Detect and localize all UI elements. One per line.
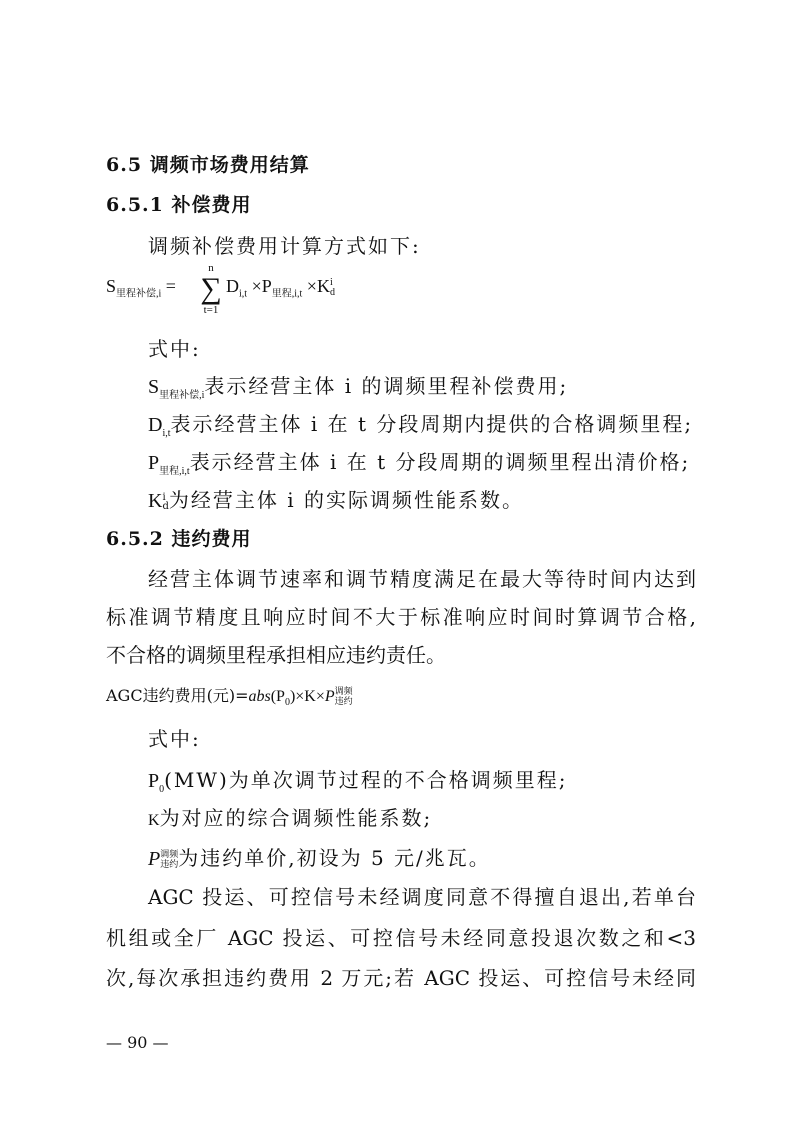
penalty-paragraph-line-2: 标准调节精度且响应时间不大于标准响应时间时算调节合格, (106, 605, 696, 629)
subsection-number: 6.5.1 (106, 194, 164, 216)
formula-compensation (106, 276, 176, 300)
formula2-p-sub: 违约 (334, 696, 353, 707)
sum-top: n (208, 262, 214, 274)
formula2-p0: (P (270, 688, 285, 705)
agc-paragraph-line-3: 次,每次承担违约费用 2 万元;若 AGC 投运、可控信号未经同 (106, 966, 696, 990)
subsection-title: 违约费用 (171, 528, 252, 550)
formula2-p: P (324, 688, 335, 705)
def-symbol: P (148, 848, 161, 870)
definition-p (148, 446, 690, 477)
agc-paragraph-line-2: 机组或全厂 AGC 投运、可控信号未经同意投退次数之和<3 (106, 926, 696, 950)
subsection-title: 补偿费用 (171, 194, 252, 216)
where-label-2: 式中: (148, 727, 201, 751)
subsection-heading-2 (106, 524, 252, 551)
def-sub: 违约 (160, 859, 179, 870)
sigma-symbol: ∑ (200, 272, 222, 305)
def-text: 表示经营主体 i 在 t 分段周期的调频里程出清价格; (189, 450, 691, 474)
where-label-1: 式中: (148, 337, 201, 361)
formula-equals: = (165, 276, 176, 296)
formula2-abs: abs (248, 688, 271, 705)
def-symbol: P (148, 452, 160, 474)
formula-penalty (106, 683, 353, 708)
def-sub: 里程,i,t (159, 466, 190, 477)
formula-lhs-sub: 里程补偿,i (116, 288, 162, 300)
def-sub: d (162, 500, 169, 512)
formula-k-sub: d (329, 286, 335, 298)
formula-p-sub: 里程,i,t (271, 288, 303, 300)
definition-k (148, 484, 524, 513)
intro-paragraph: 调频补偿费用计算方式如下: (148, 234, 421, 258)
subsection-heading-1 (106, 190, 252, 217)
definition-p0 (148, 764, 568, 795)
def-symbol: S (148, 376, 160, 398)
formula2-lhs: AGC违约费用(元)= (106, 686, 249, 705)
subsection-number: 6.5.2 (106, 528, 164, 550)
formula-lhs: S (106, 276, 117, 296)
def-sub: i,t (162, 428, 171, 439)
def-text: 为经营主体 i 的实际调频性能系数。 (168, 488, 524, 512)
formula-rhs (226, 276, 335, 300)
definition-k2 (148, 802, 432, 831)
section-title: 调频市场费用结算 (149, 154, 310, 176)
formula-times: × (251, 276, 262, 296)
def-text: 为违约单价,初设为 5 元/兆瓦。 (178, 846, 491, 870)
def-text: 表示经营主体 i 的调频里程补偿费用; (204, 374, 569, 398)
def-sub: 里程补偿,i (159, 390, 205, 401)
formula-k-sup: i (329, 276, 333, 288)
formula-p: P (261, 276, 272, 296)
def-sup: i (162, 491, 166, 503)
def-text: (MW)为单次调节过程的不合格调频里程; (164, 768, 568, 792)
def-sup: 调频 (160, 849, 179, 860)
def-text: 为对应的综合调频性能系数; (159, 806, 433, 830)
formula-times: × (306, 276, 317, 296)
section-heading (106, 150, 310, 177)
formula2-rest: )×K× (289, 688, 325, 705)
formula2-p0-sub: 0 (284, 697, 290, 709)
formula2-p-sup: 调频 (334, 686, 353, 697)
def-text: 表示经营主体 i 在 t 分段周期内提供的合格调频里程; (170, 412, 694, 436)
penalty-paragraph-line-3: 不合格的调频里程承担相应违约责任。 (106, 643, 446, 667)
formula-d: D (226, 276, 239, 296)
def-sub: 0 (159, 784, 165, 795)
penalty-paragraph-line-1: 经营主体调节速率和调节精度满足在最大等待时间内达到 (148, 567, 696, 591)
def-symbol: D (148, 414, 163, 436)
formula-d-sub: i,t (239, 288, 248, 300)
definition-penalty-price (148, 842, 491, 871)
page-number: — 90 — (106, 1033, 169, 1052)
summation (196, 262, 226, 316)
def-symbol: K (148, 490, 163, 512)
def-symbol: P (148, 770, 160, 792)
sum-bottom: t=1 (203, 304, 219, 316)
def-symbol: K (148, 812, 160, 829)
definition-d (148, 408, 693, 439)
section-number: 6.5 (106, 154, 143, 176)
agc-paragraph-line-1: AGC 投运、可控信号未经调度同意不得擅自退出,若单台 (148, 885, 696, 909)
formula-k: K (316, 276, 330, 296)
definition-s (148, 370, 568, 401)
